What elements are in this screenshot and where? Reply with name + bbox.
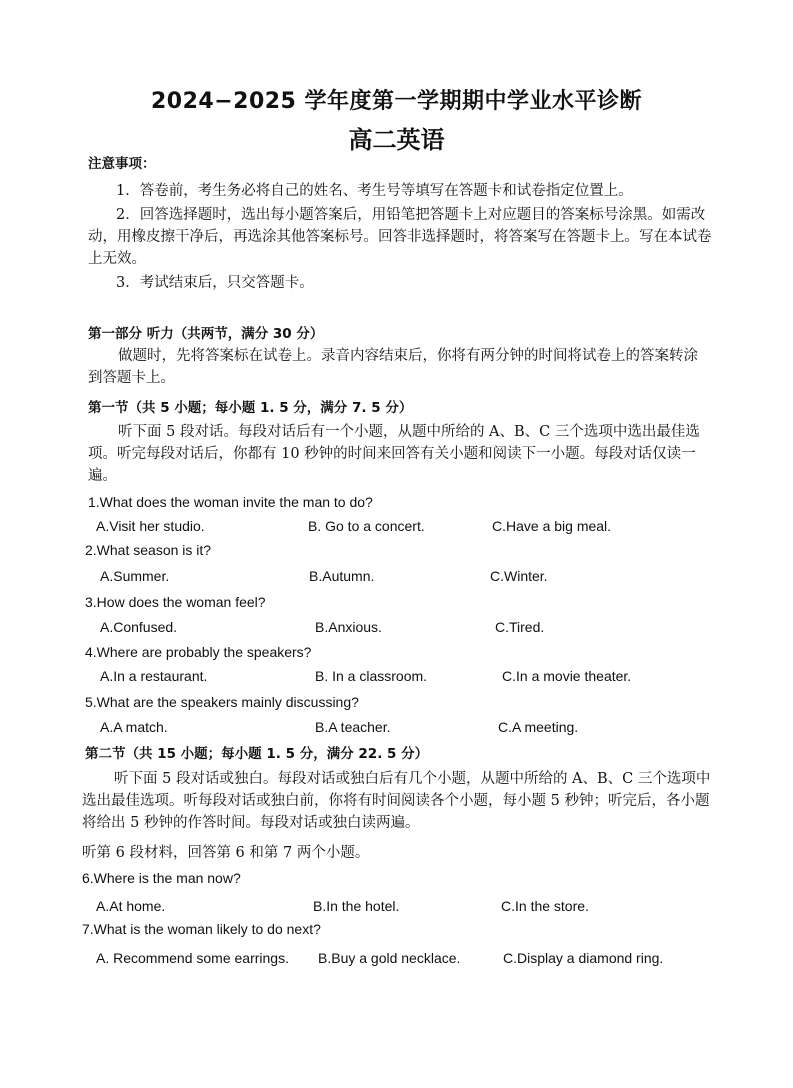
question-3: 3.How does the woman feel? (85, 594, 266, 610)
question-5: 5.What are the speakers mainly discussing? (85, 694, 359, 710)
question-4: 4.Where are probably the speakers? (85, 644, 312, 660)
notice-item-3: 3．考试结束后，只交答题卡。 (116, 275, 314, 291)
exam-title: 2024−2025 学年度第一学期期中学业水平诊断 (150, 89, 643, 114)
q1-option-c: C.Have a big meal. (492, 518, 612, 534)
q6-option-c: C.In the store. (501, 898, 589, 914)
question-6: 6.Where is the man now? (82, 870, 241, 886)
q7-option-b: B.Buy a gold necklace. (318, 950, 461, 966)
q2-option-c: C.Winter. (490, 568, 548, 584)
q7-option-c: C.Display a diamond ring. (503, 950, 664, 966)
notice-heading: 注意事项： (88, 156, 156, 172)
q1-option-b: B. Go to a concert. (308, 518, 425, 534)
notice-item-1: 1．答卷前，考生务必将自己的姓名、考生号等填写在答题卡和试卷指定位置上。 (116, 183, 633, 199)
section2-heading: 第二节（共 15 小题；每小题 1. 5 分，满分 22. 5 分） (85, 746, 429, 762)
q3-option-c: C.Tired. (495, 619, 545, 635)
q6-option-a: A.At home. (96, 898, 166, 914)
q5-option-b: B.A teacher. (315, 719, 391, 735)
section1-instructions: 听下面 5 段对话。每段对话后有一个小题，从题中所给的 A、B、C 三个选项中选出最佳选项。听完每段对话后，你都有 10 秒钟的时间来回答有关小题和阅读下一小题。每段对话仅读一遍。 (88, 424, 700, 484)
q6-option-b: B.In the hotel. (313, 898, 400, 914)
question-1: 1.What does the woman invite the man to do? (88, 494, 373, 510)
q3-option-a: A.Confused. (100, 619, 178, 635)
q7-option-a: A. Recommend some earrings. (96, 950, 289, 966)
part1-instructions: 做题时，先将答案标在试卷上。录音内容结束后，你将有两分钟的时间将试卷上的答案转涂到答题卡上。 (88, 348, 698, 386)
q2-option-b: B.Autumn. (309, 568, 375, 584)
section2-material: 听第 6 段材料，回答第 6 和第 7 两个小题。 (82, 845, 370, 861)
q4-option-b: B. In a classroom. (315, 668, 428, 684)
exam-subject: 高二英语 (348, 126, 445, 154)
notice-item-2: 2．回答选择题时，选出每小题答案后，用铅笔把答题卡上对应题目的答案标号涂黑。如需改动，用橡皮擦干净后，再选涂其他答案标号。回答非选择题时，将答案写在答题卡上。写在本试卷上无效。 (88, 207, 712, 267)
q4-option-a: A.In a restaurant. (100, 668, 208, 684)
q2-option-a: A.Summer. (100, 568, 170, 584)
section2-instructions: 听下面 5 段对话或独白。每段对话或独白后有几个小题，从题中所给的 A、B、C 三个选项中选出最佳选项。听每段对话或独白前，你将有时间阅读各个小题，每小题 5 秒钟；听完后，各小题将给出 5 秒钟的作答时间。每段对话或独白读两遍。 (82, 771, 711, 831)
section1-heading: 第一节（共 5 小题；每小题 1. 5 分，满分 7. 5 分） (88, 400, 413, 416)
q1-option-a: A.Visit her studio. (96, 518, 205, 534)
question-7: 7.What is the woman likely to do next? (82, 921, 321, 937)
part1-heading: 第一部分 听力（共两节，满分 30 分） (88, 326, 324, 342)
q4-option-c: C.In a movie theater. (502, 668, 632, 684)
q3-option-b: B.Anxious. (315, 619, 382, 635)
q5-option-c: C.A meeting. (498, 719, 579, 735)
question-2: 2.What season is it? (85, 542, 212, 558)
q5-option-a: A.A match. (100, 719, 168, 735)
